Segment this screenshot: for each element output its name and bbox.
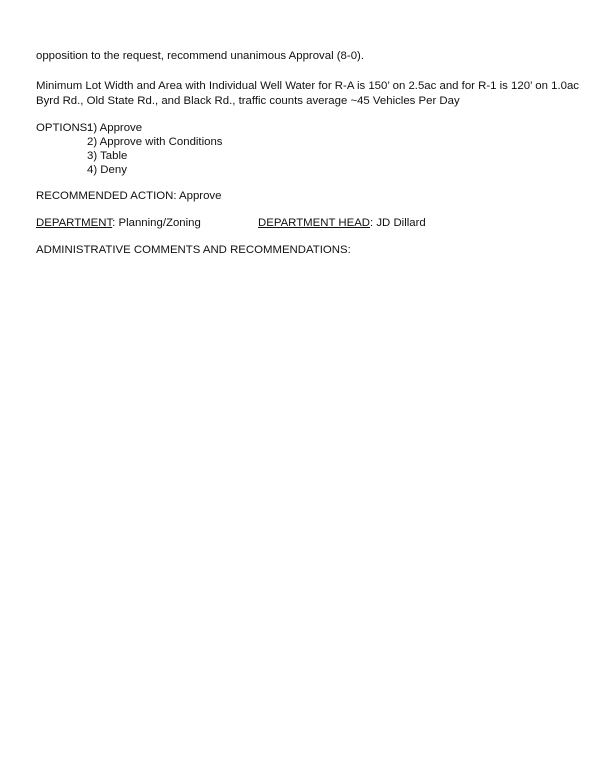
option-item: 4) Deny	[87, 164, 127, 176]
department-head-label: DEPARTMENT HEAD	[258, 217, 371, 229]
department-head-value: : JD Dillard	[370, 217, 426, 229]
administrative-comments-heading: ADMINISTRATIVE COMMENTS AND RECOMMENDATIONS:	[36, 244, 351, 256]
department-line	[36, 216, 201, 230]
lot-width-line: Minimum Lot Width and Area with Individual Well Water for R-A is 150’ on 2.5ac and for R-1 is 120’ on 1.0ac	[36, 80, 579, 92]
recommended-action: RECOMMENDED ACTION: Approve	[36, 190, 222, 202]
intro-paragraph: opposition to the request, recommend unanimous Approval (8-0).	[36, 50, 364, 62]
option-item: 2) Approve with Conditions	[87, 136, 223, 148]
department-label: DEPARTMENT	[36, 217, 113, 229]
option-item: 3) Table	[87, 150, 128, 162]
option-item: 1) Approve	[87, 122, 143, 134]
department-value: : Planning/Zoning	[112, 217, 201, 229]
options-label: OPTIONS:	[36, 122, 91, 134]
department-head-line	[258, 216, 426, 230]
traffic-count-line: Byrd Rd., Old State Rd., and Black Rd., traffic counts average ~45 Vehicles Per Day	[36, 95, 460, 107]
